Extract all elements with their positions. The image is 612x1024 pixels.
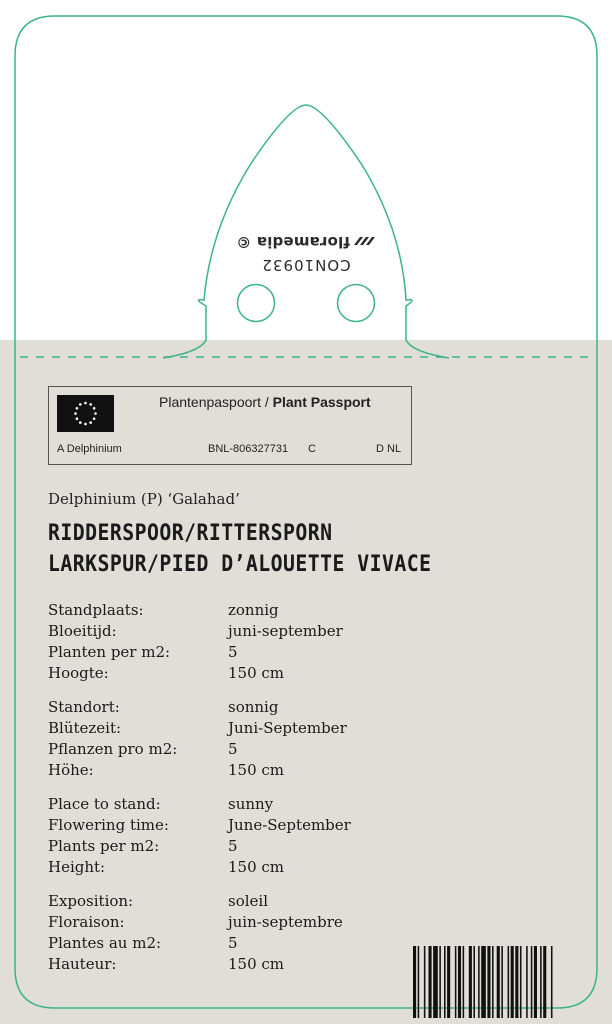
barcode-bar [497, 946, 500, 1018]
barcode-bar [458, 946, 461, 1018]
botanical-name: Delphinium (P) ‘Galahad’ [48, 490, 240, 508]
barcode-bar [413, 946, 416, 1018]
brand-name: floramedia [256, 233, 350, 251]
common-name-line-2: LARKSPUR/PIED D’ALOUETTE VIVACE [48, 552, 432, 577]
barcode-bar [478, 946, 480, 1018]
passport-field-d: D NL [376, 443, 402, 455]
barcode-bar [424, 946, 426, 1018]
barcode-bar [551, 946, 553, 1018]
barcode-bar [473, 946, 475, 1018]
passport-field-c: C [308, 443, 316, 455]
barcode-bar [515, 946, 518, 1018]
barcode-bar [481, 946, 486, 1018]
passport-field-a: A Delphinium [57, 443, 122, 455]
barcode-bar [531, 946, 533, 1018]
barcode-bar [455, 946, 457, 1018]
barcode-bar [508, 946, 510, 1018]
barcode-bar [526, 946, 528, 1018]
barcode-bar [520, 946, 522, 1018]
plant-label-card: floramedia © CON10932 Plantenpaspoort / Plant Passport A Delphinium BNL-806327731 C D NL Delphinium (P) ‘Galahad’ RIDDERSPOOR/RITTERSPORN LARKSPUR/PIED D’ALOUETTE VIVACE Standplaats: zonnig Bloeitijd: juni-september Planten per m2: 5 Hoogte: 150 cm Standort: sonnig Blütezeit: Juni-September Pflanzen pro m2: 5 Höhe: 150 cm Place to stand: sunny Flowering time: June-September Plants per m2: 5 Height: 150 cm Exposition: soleil Floraison: juin-septembre Plantes au m2: 5 Hauteur: 150 cm [0, 0, 612, 1024]
barcode-bar [487, 946, 490, 1018]
floramedia-leaf-icon [354, 237, 376, 247]
common-name-line-1: RIDDERSPOOR/RITTERSPORN [48, 521, 333, 546]
barcode-bar [444, 946, 446, 1018]
barcode-bar [511, 946, 514, 1018]
article-code: CON10932 [261, 256, 351, 274]
barcode-bar [447, 946, 450, 1018]
barcode-bar [418, 946, 420, 1018]
copyright-icon: © [236, 233, 252, 251]
brand-logo [0, 233, 612, 251]
barcode-bar [469, 946, 472, 1018]
barcode [411, 946, 599, 1018]
barcode-bar [439, 946, 441, 1018]
barcode-bar [429, 946, 432, 1018]
barcode-bar [534, 946, 537, 1018]
passport-field-b: BNL-806327731 [208, 443, 289, 455]
passport-title: Plantenpaspoort / Plant Passport [159, 394, 371, 410]
barcode-bar [433, 946, 438, 1018]
barcode-bar [501, 946, 503, 1018]
barcode-bar [543, 946, 546, 1018]
barcode-bar [540, 946, 542, 1018]
eu-flag-icon [57, 395, 114, 432]
barcode-bar [492, 946, 494, 1018]
barcode-bar [463, 946, 465, 1018]
plant-passport-box [48, 386, 412, 465]
